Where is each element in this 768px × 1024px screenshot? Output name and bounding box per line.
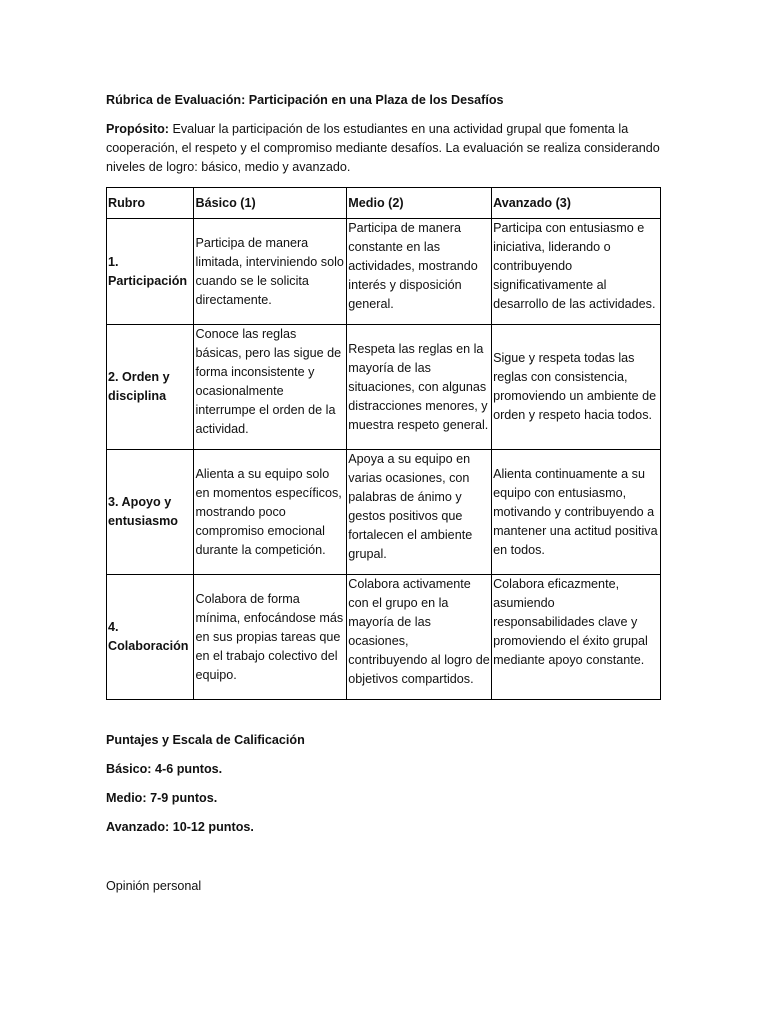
table-row	[107, 219, 661, 325]
table-row	[107, 450, 661, 575]
purpose-text: Evaluar la participación de los estudiantes en una actividad grupal que fomenta la cooperación, el respeto y el compromiso mediante desafíos. La evaluación se realiza considerando niveles de logro: básico, medio y avanzado.	[106, 122, 660, 174]
basico-cell: Alienta a su equipo solo en momentos específicos, mostrando poco compromiso emocional durante la competición.	[194, 450, 347, 575]
avanzado-cell: Colabora eficazmente, asumiendo responsabilidades clave y promoviendo el éxito grupal mediante apoyo constante.	[492, 575, 661, 700]
avanzado-cell: Sigue y respeta todas las reglas con consistencia, promoviendo un ambiente de orden y respeto hacia todos.	[492, 325, 661, 450]
medio-cell: Participa de manera constante en las actividades, mostrando interés y disposición general.	[347, 219, 492, 325]
purpose-paragraph	[106, 120, 661, 177]
medio-cell: Respeta las reglas en la mayoría de las situaciones, con algunas distracciones menores, y muestra respeto general.	[347, 325, 492, 450]
medio-cell: Apoya a su equipo en varias ocasiones, con palabras de ánimo y gestos positivos que fortalecen el ambiente grupal.	[347, 450, 492, 575]
purpose-label: Propósito:	[106, 122, 169, 136]
scale-basico: Básico: 4-6 puntos.	[106, 762, 223, 776]
table-header-row	[107, 188, 661, 219]
medio-cell: Colabora activamente con el grupo en la mayoría de las ocasiones, contribuyendo al logro de objetivos compartidos.	[347, 575, 492, 700]
rubro-cell: 3. Apoyo y entusiasmo	[107, 450, 194, 575]
avanzado-cell: Alienta continuamente a su equipo con entusiasmo, motivando y contribuyendo a mantener una actitud positiva en todos.	[492, 450, 661, 575]
basico-cell: Colabora de forma mínima, enfocándose más en sus propias tareas que en el trabajo colectivo del equipo.	[194, 575, 347, 700]
header-basico: Básico (1)	[194, 188, 347, 219]
header-avanzado: Avanzado (3)	[492, 188, 661, 219]
basico-cell: Participa de manera limitada, interviniendo solo cuando se le solicita directamente.	[194, 219, 347, 325]
rubro-cell: 2. Orden y disciplina	[107, 325, 194, 450]
header-medio: Medio (2)	[347, 188, 492, 219]
opinion-label: Opinión personal	[106, 879, 202, 893]
scale-medio: Medio: 7-9 puntos.	[106, 791, 218, 805]
document-title: Rúbrica de Evaluación: Participación en una Plaza de los Desafíos	[106, 93, 504, 107]
rubric-table	[106, 187, 661, 700]
scale-avanzado: Avanzado: 10-12 puntos.	[106, 820, 254, 834]
header-rubro: Rubro	[107, 188, 194, 219]
rubro-cell: 1. Participación	[107, 219, 194, 325]
rubro-cell: 4. Colaboración	[107, 575, 194, 700]
basico-cell: Conoce las reglas básicas, pero las sigue de forma inconsistente y ocasionalmente interrumpe el orden de la actividad.	[194, 325, 347, 450]
table-row	[107, 575, 661, 700]
table-row	[107, 325, 661, 450]
scale-heading: Puntajes y Escala de Calificación	[106, 733, 305, 747]
avanzado-cell: Participa con entusiasmo e iniciativa, liderando o contribuyendo significativamente al desarrollo de las actividades.	[492, 219, 661, 325]
